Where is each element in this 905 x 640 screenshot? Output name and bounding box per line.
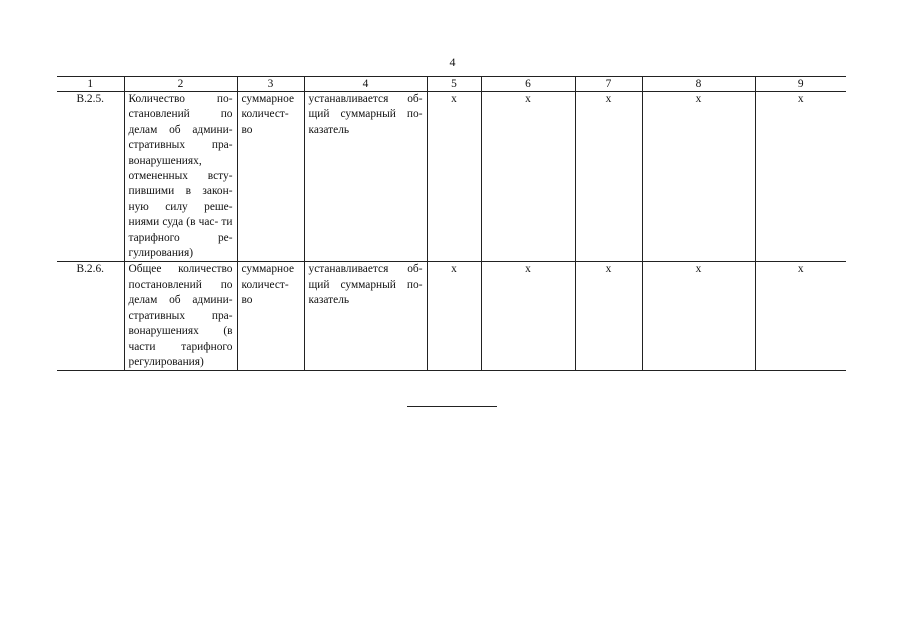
column-header: 9 — [755, 77, 846, 92]
indicator-unit: суммарное количест- во — [237, 262, 304, 371]
cell-value: х — [481, 92, 575, 262]
end-separator-line — [407, 406, 497, 407]
cell-value: х — [427, 92, 481, 262]
cell-value: х — [755, 92, 846, 262]
indicator-method: устанавливается об- щий суммарный по- казатель — [304, 262, 427, 371]
indicators-table — [57, 76, 846, 371]
cell-value: х — [642, 92, 755, 262]
indicator-method: устанавливается об- щий суммарный по- казатель — [304, 92, 427, 262]
column-number-row — [57, 77, 846, 92]
cell-value: х — [481, 262, 575, 371]
indicator-name: Общее количество постановлений по делам об админи- стративных пра- вонарушениях (в части тарифного регулирования) — [124, 262, 237, 371]
page-number: 4 — [449, 55, 456, 69]
cell-value: х — [427, 262, 481, 371]
cell-value: х — [755, 262, 846, 371]
cell-value: х — [575, 92, 642, 262]
column-header: 3 — [237, 77, 304, 92]
column-header: 5 — [427, 77, 481, 92]
column-header: 2 — [124, 77, 237, 92]
column-header: 7 — [575, 77, 642, 92]
indicator-code: В.2.5. — [57, 92, 124, 262]
indicator-name: Количество по- становлений по делам об админи- стративных пра- вонарушениях, отмененных всту- пившими в закон- ную силу реше- ниями суда (в час- ти тарифного ре- гулирования) — [124, 92, 237, 262]
cell-value: х — [575, 262, 642, 371]
indicator-code: В.2.6. — [57, 262, 124, 371]
table-row — [57, 92, 846, 262]
cell-value: х — [642, 262, 755, 371]
column-header: 6 — [481, 77, 575, 92]
table-row — [57, 262, 846, 371]
column-header: 8 — [642, 77, 755, 92]
column-header: 1 — [57, 77, 124, 92]
column-header: 4 — [304, 77, 427, 92]
indicator-unit: суммарное количест- во — [237, 92, 304, 262]
